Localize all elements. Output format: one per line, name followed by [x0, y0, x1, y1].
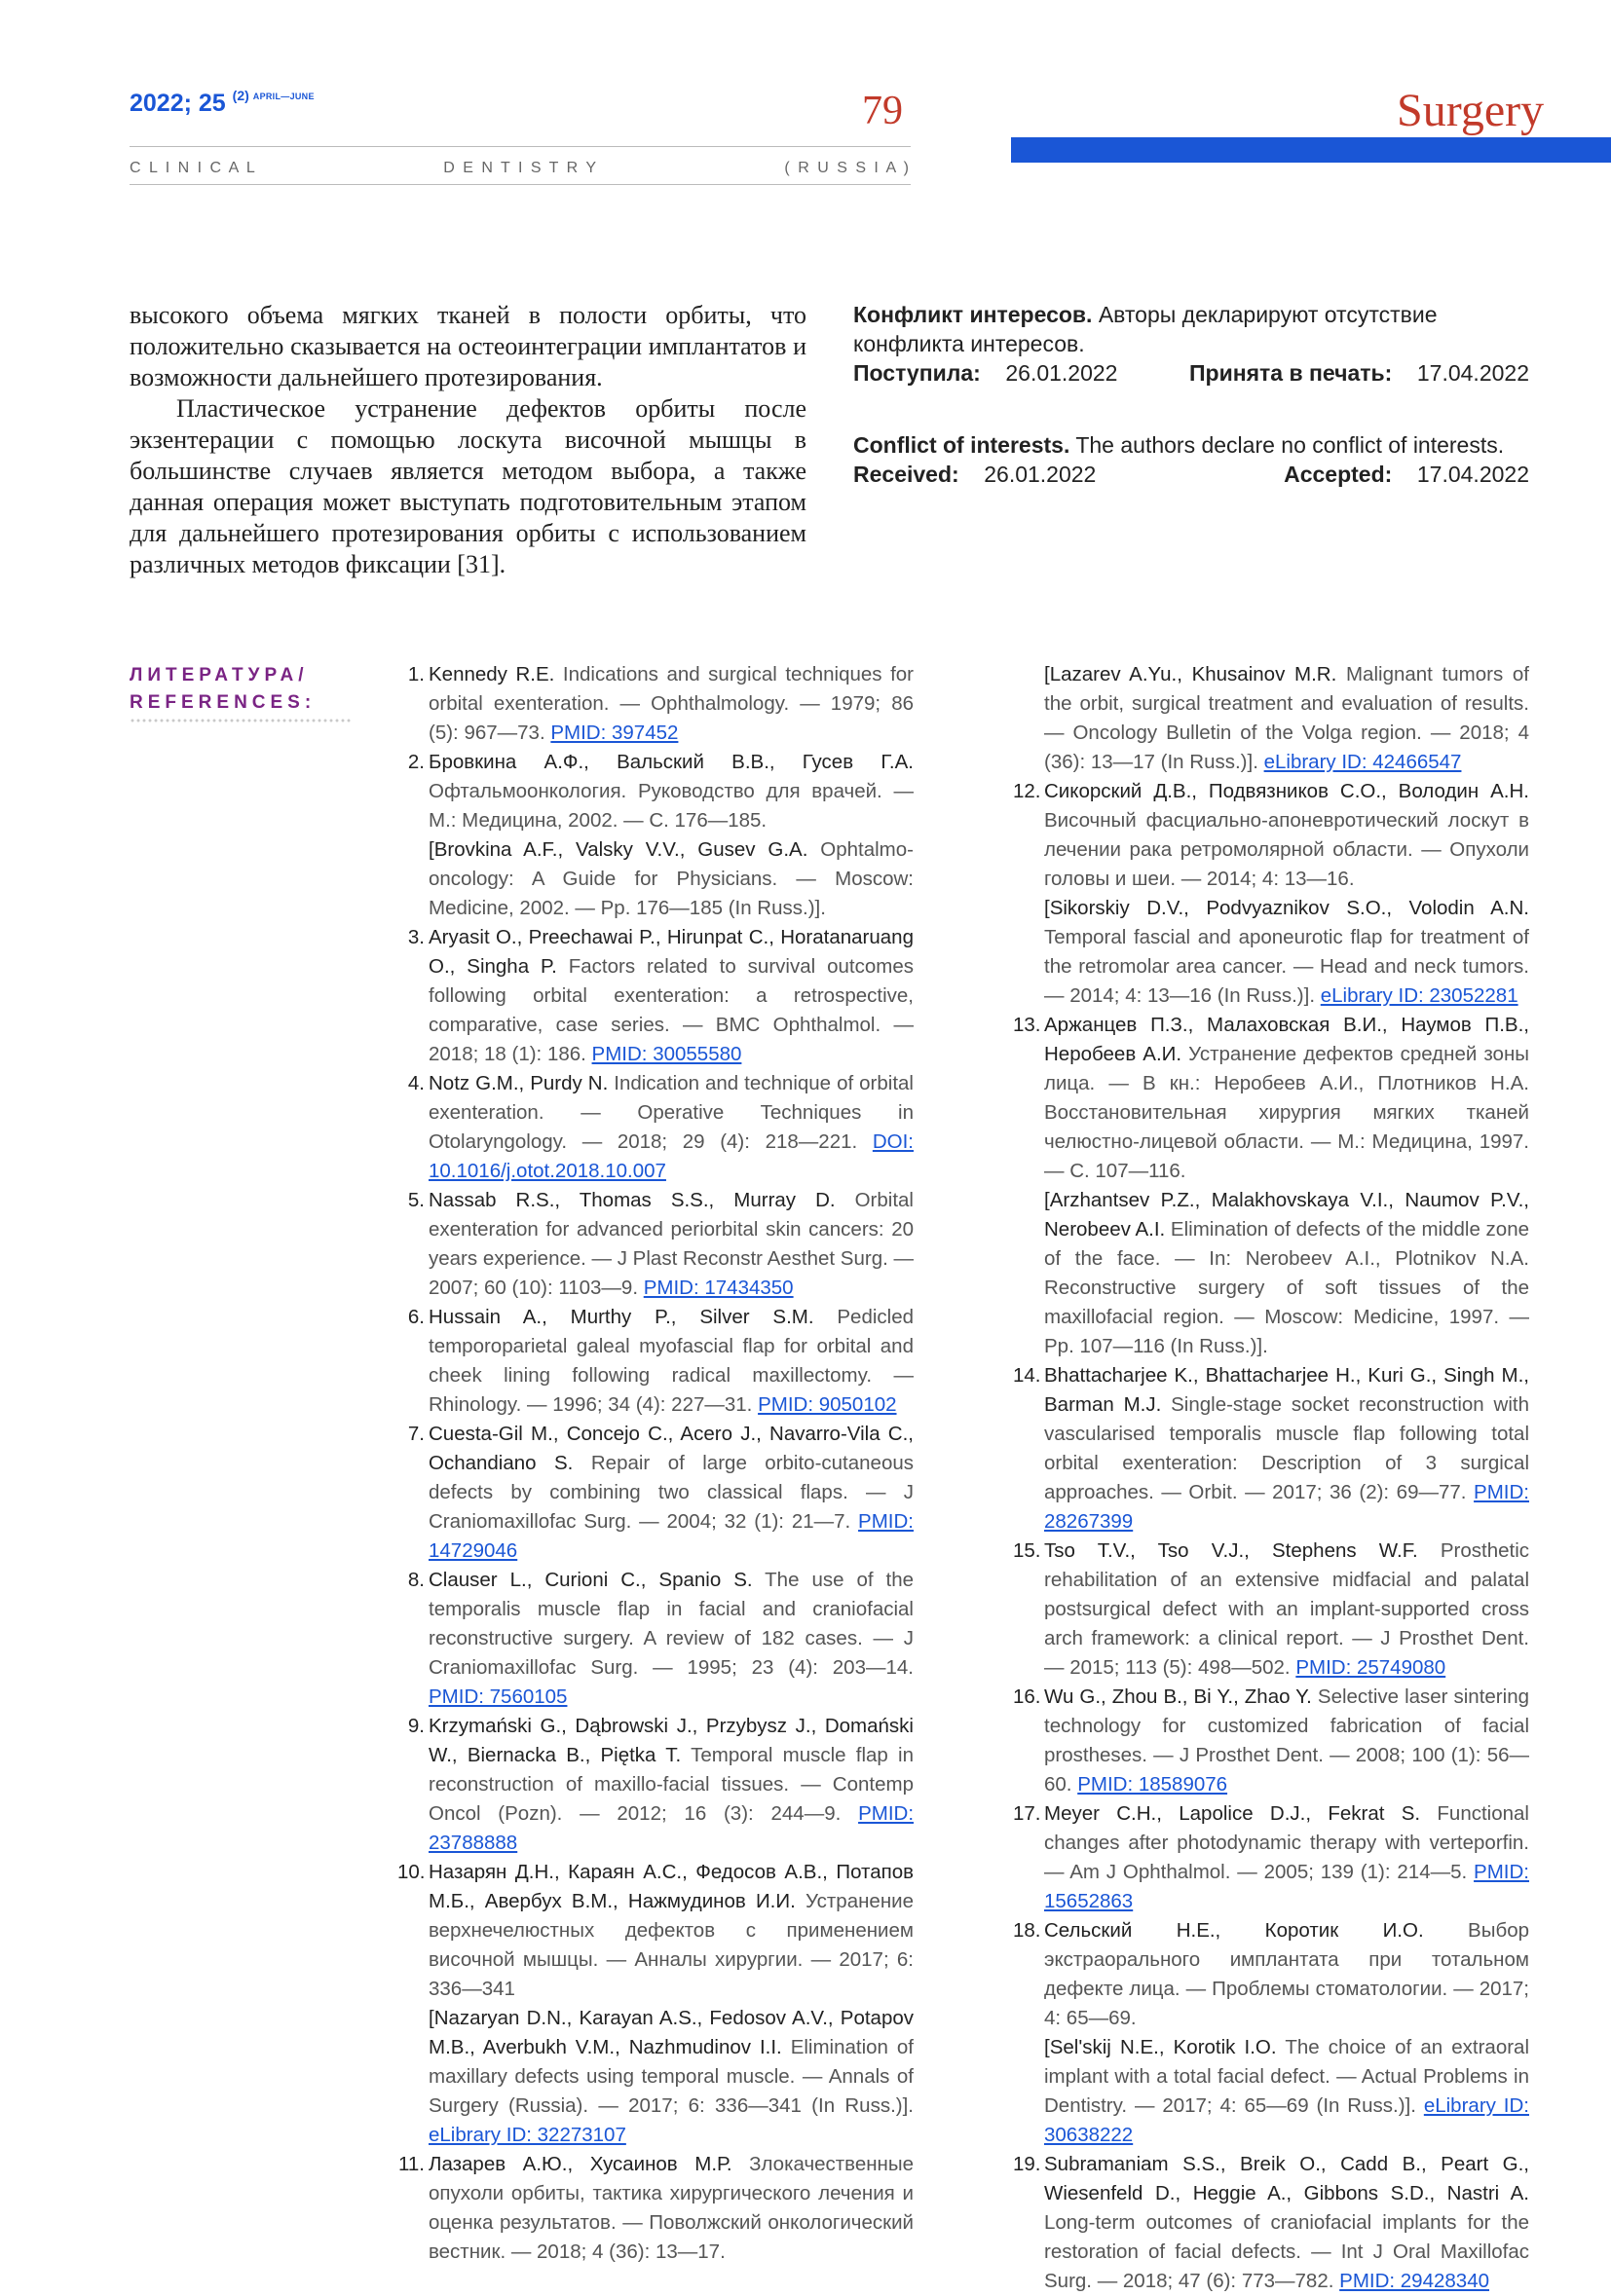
issue-info: [130, 90, 315, 118]
reference-text: Prosthetic rehabilitation of an extensive midfacial and palatal postsurgical defect with an implant-supported cross arch framework: a clinical report. — J Prosthet Dent. — 2015; 113 (5): 498—502.: [1044, 1539, 1530, 1679]
dates-ru: [853, 358, 1529, 388]
reference-translation-text: The choice of an extraoral implant with a total facial defect. — Actual Problems in Dentistry. — 2017; 4: 65—69 (In Russ.)].: [1044, 2036, 1529, 2117]
accepted-date-en: 17.04.2022: [1416, 462, 1529, 487]
references-column-1: [397, 660, 914, 2267]
conflict-en: [853, 430, 1529, 460]
reference-translation: [429, 835, 914, 923]
reference-number: 17.: [1013, 1802, 1041, 1825]
reference-text: Indication and technique of orbital exenteration. — Operative Techniques in Otolaryngology. — 2018; 29 (4): 218—221.: [429, 1072, 914, 1153]
issue-sup: (2): [232, 88, 249, 103]
article-info-ru: [853, 300, 1529, 388]
issue-number: 2022; 25: [130, 90, 226, 117]
reference-number: 4.: [407, 1072, 425, 1094]
reference-text: Устранение дефектов средней зоны лица. — В кн.: Неробеев А.И., Плотников Н.А. Восстановительная хирургия мягких тканей челюстно-лицевой области. — М.: Медицина, 1997. — С. 107—116.: [1044, 1043, 1530, 1182]
reference-link[interactable]: PMID: 17434350: [643, 1277, 794, 1299]
reference-text: Repair of large orbito-cutaneous defects by combining two classical flaps. — J Craniomaxillofac Surg. — 2004; 32 (1): 21—7.: [429, 1452, 915, 1533]
reference-item: [397, 1858, 914, 2150]
reference-number: 8.: [407, 1569, 425, 1591]
reference-text: Indications and surgical techniques for orbital exenteration. — Ophthalmology. — 1979; 86 (5): 967—73.: [429, 663, 914, 744]
reference-text: Malignant tumors of the orbit, surgical treatment and evaluation of results. — Oncology Bulletin of the Volga region. — 2018; 4 (36): 13—17 (In Russ.)].: [1044, 663, 1529, 773]
reference-text: Pedicled temporoparietal galeal myofascial flap for orbital and cheek lining following radical maxillectomy. — Rhinology. — 1996; 34 (4): 227—31.: [429, 1306, 915, 1416]
reference-text: Выбор экстраорального имплантата при тотальном дефекте лица. — Проблемы стоматологии. — 2017; 4: 65—69.: [1044, 1919, 1529, 2029]
reference-link[interactable]: PMID: 15652863: [1044, 1861, 1529, 1912]
dates-en: [853, 460, 1529, 489]
reference-item: [1013, 1683, 1529, 1799]
section-title: Surgery: [1397, 85, 1545, 136]
reference-authors: Subramaniam S.S., Breik O., Cadd B., Peart G., Wiesenfeld D., Heggie A., Gibbons S.D., Nastri A.: [1044, 2153, 1529, 2204]
accepted-date-ru: 17.04.2022: [1416, 360, 1529, 386]
article-info-en: [853, 430, 1529, 489]
issue-months: APRIL—JUNE: [252, 92, 315, 101]
reference-number: 19.: [1013, 2153, 1041, 2175]
reference-item: [397, 1566, 914, 1712]
reference-text: Orbital exenteration for advanced periorbital skin cancers: 20 years experience. — J Plast Reconstr Aesthet Surg. — 2007; 60 (10): 1103—9.: [429, 1189, 914, 1299]
reference-number: 1.: [407, 663, 425, 685]
journal-word-2: D E N T I S T R Y: [443, 160, 598, 176]
reference-authors: Clauser L., Curioni C., Spanio S.: [429, 1569, 753, 1591]
reference-authors: Бровкина А.Ф., Вальский В.В., Гусев Г.А.: [429, 751, 914, 773]
reference-translation-authors: [Sel'skij N.E., Korotik I.O.: [1044, 2036, 1277, 2058]
journal-word-1: C L I N I C A L: [130, 160, 257, 176]
conflict-text-en: The authors declare no conflict of interests.: [1075, 432, 1505, 458]
reference-number: 13.: [1013, 1014, 1041, 1036]
reference-text: Functional changes after photodynamic therapy with verteporfin. — Am J Ophthalmol. — 2005; 139 (1): 214—5.: [1044, 1802, 1529, 1883]
conflict-label-ru: Конфликт интересов.: [853, 302, 1093, 327]
reference-translation: [429, 2004, 914, 2150]
reference-authors: Krzymański G., Dąbrowski J., Przybysz J., Domański W., Biernacka B., Piętka T.: [429, 1715, 914, 1766]
reference-authors: Hussain A., Murthy P., Silver S.M.: [429, 1306, 814, 1328]
reference-item: [397, 1420, 914, 1566]
reference-number: 14.: [1013, 1364, 1041, 1387]
reference-translation: [1044, 1186, 1529, 1361]
reference-link[interactable]: PMID: 397452: [550, 722, 679, 744]
reference-authors: Лазарев А.Ю., Хусаинов М.Р.: [429, 2153, 732, 2175]
reference-item: [1013, 777, 1529, 1011]
reference-item: [397, 923, 914, 1069]
reference-authors: Аржанцев П.З., Малаховская В.И., Наумов П.В., Неробеев А.И.: [1044, 1014, 1529, 1065]
reference-authors: Nassab R.S., Thomas S.S., Murray D.: [429, 1189, 836, 1211]
reference-number: 10.: [397, 1861, 426, 1883]
references-heading-dots: [130, 719, 352, 722]
reference-item: [397, 1069, 914, 1186]
reference-link[interactable]: PMID: 25749080: [1295, 1656, 1446, 1679]
reference-authors: Bhattacharjee K., Bhattacharjee H., Kuri G., Singh M., Barman M.J.: [1044, 1364, 1529, 1416]
received-date-ru: 26.01.2022: [1005, 360, 1118, 386]
reference-item: [397, 1712, 914, 1858]
reference-item: [1013, 1799, 1529, 1916]
reference-text: Офтальмоонкология. Руководство для врачей. — М.: Медицина, 2002. — С. 176—185.: [429, 780, 914, 832]
reference-item: [1013, 660, 1529, 777]
reference-link[interactable]: PMID: 28267399: [1044, 1481, 1529, 1533]
reference-authors: Meyer C.H., Lapolice D.J., Fekrat S.: [1044, 1802, 1421, 1825]
reference-link[interactable]: PMID: 29428340: [1339, 2270, 1489, 2292]
reference-translation-text: Elimination of maxillary defects using temporal muscle. — Annals of Surgery (Russia). — 2017; 6: 336—341 (In Russ.)].: [429, 2036, 914, 2117]
reference-link[interactable]: eLibrary ID: 42466547: [1263, 751, 1462, 773]
reference-number: 2.: [407, 751, 425, 773]
reference-item: [1013, 2150, 1529, 2296]
reference-translation-text: Temporal fascial and aponeurotic flap for treatment of the retromolar area cancer. — Head and neck tumors. — 2014; 4: 13—16 (In Russ.)].: [1044, 926, 1529, 1007]
reference-number: 3.: [407, 926, 425, 948]
reference-authors: Notz G.M., Purdy N.: [429, 1072, 609, 1094]
reference-number: 16.: [1013, 1685, 1041, 1708]
body-paragraph-1: высокого объема мягких тканей в полости орбиты, что положительно сказывается на остеоинтеграции имплантатов и возможности дальнейшего протезирования.: [130, 301, 806, 391]
reference-item: [1013, 1537, 1529, 1683]
page-number: 79: [862, 89, 903, 133]
conflict-ru: [853, 300, 1529, 358]
reference-item: [1013, 1916, 1529, 2150]
reference-translation-text: Elimination of defects of the middle zone of the face. — In: Nerobeev A.I., Plotnikov N.A. Reconstructive surgery of soft tissues of the maxillofacial region. — Moscow: Medicine, 1997. — Pp. 107—116 (In Russ.)].: [1044, 1218, 1529, 1357]
reference-link[interactable]: PMID: 14729046: [429, 1510, 914, 1562]
reference-link[interactable]: PMID: 23788888: [429, 1802, 915, 1854]
journal-word-3: ( R U S S I A ): [784, 160, 911, 176]
references-heading-en: REFERENCES:: [130, 692, 317, 713]
reference-text: Factors related to survival outcomes following orbital exenteration: a retrospective, comparative, case series. — BMC Ophthalmol. — 2018; 18 (1): 186.: [429, 955, 914, 1065]
reference-number: 18.: [1013, 1919, 1041, 1942]
reference-translation-authors: [Arzhantsev P.Z., Malakhovskaya V.I., Naumov P.V., Nerobeev A.I.: [1044, 1189, 1529, 1241]
reference-translation-link[interactable]: eLibrary ID: 30638222: [1044, 2094, 1529, 2146]
header-rule-bottom: [130, 184, 911, 185]
reference-text: Single-stage socket reconstruction with vascularised temporalis muscle flap following total orbital exenteration: Description of 3 surgical approaches. — Orbit. — 2017; 36 (2): 69—77.: [1044, 1393, 1529, 1503]
body-text: [130, 300, 806, 580]
reference-item: [397, 1186, 914, 1303]
body-paragraph-2: Пластическое устранение дефектов орбиты после экзентерации с помощью лоскута височной мышцы в большинстве случаев является методом выбора, а также данная операция может выступать подготовительным этапом для дальнейшего протезирования орбиты с использованием различных методов фиксации [31].: [130, 394, 806, 578]
reference-translation-link[interactable]: eLibrary ID: 23052281: [1320, 984, 1518, 1007]
reference-item: [397, 2150, 914, 2267]
reference-translation-link[interactable]: eLibrary ID: 32273107: [429, 2124, 626, 2146]
reference-item: [397, 660, 914, 748]
reference-text: Selective laser sintering technology for customized fabrication of facial prostheses. — J Prosthet Dent. — 2008; 100 (1): 56—60.: [1044, 1685, 1529, 1796]
reference-authors: Сикорский Д.В., Подвязников С.О., Володин А.Н.: [1044, 780, 1529, 802]
reference-translation: [1044, 2033, 1529, 2150]
reference-text: Устранение верхнечелюстных дефектов с применением височной мышцы. — Анналы хирургии. — 2017; 6: 336—341: [429, 1890, 914, 2000]
reference-link[interactable]: DOI: 10.1016/j.otot.2018.10.007: [429, 1130, 914, 1182]
reference-number: 12.: [1013, 780, 1041, 802]
reference-number: 7.: [407, 1423, 425, 1445]
accepted-label-ru: Принята в печать:: [1188, 360, 1393, 386]
reference-translation-authors: [Sikorskiy D.V., Podvyaznikov S.O., Volodin A.N.: [1044, 897, 1529, 919]
reference-authors: [Lazarev A.Yu., Khusainov M.R.: [1044, 663, 1337, 685]
reference-text: Temporal muscle flap in reconstruction of maxillo-facial tissues. — Contemp Oncol (Pozn). — 2012; 16 (3): 244—9.: [429, 1744, 915, 1825]
reference-text: The use of the temporalis muscle flap in facial and craniofacial reconstructive surgery. A review of 182 cases. — J Craniomaxillofac Surg. — 1995; 23 (4): 203—14.: [429, 1569, 915, 1679]
reference-text: Злокачественные опухоли орбиты, тактика хирургического лечения и оценка результатов. — Поволжский онкологический вестник. — 2018; 4 (36): 13—17.: [429, 2153, 914, 2263]
reference-text: Long-term outcomes of craniofacial implants for the restoration of facial defects. — Int J Oral Maxillofac Surg. — 2018; 47 (6): 773—782.: [1044, 2211, 1529, 2292]
reference-item: [397, 748, 914, 923]
journal-name: [130, 160, 911, 177]
reference-number: 15.: [1013, 1539, 1041, 1562]
reference-item: [1013, 1011, 1529, 1361]
reference-number: 6.: [407, 1306, 425, 1328]
header-rule-top: [130, 146, 911, 147]
received-label-ru: Поступила:: [853, 360, 981, 386]
accepted-label-en: Accepted:: [1284, 462, 1393, 487]
reference-item: [397, 1303, 914, 1420]
reference-number: 11.: [398, 2153, 425, 2175]
reference-authors: Wu G., Zhou B., Bi Y., Zhao Y.: [1044, 1685, 1312, 1708]
references-column-2: [1013, 660, 1529, 2296]
reference-number: 5.: [407, 1189, 425, 1211]
reference-number: 9.: [407, 1715, 425, 1737]
conflict-text-ru: Авторы декларируют отсутствие конфликта интересов.: [853, 302, 1438, 356]
reference-authors: Tso T.V., Tso V.J., Stephens W.F.: [1044, 1539, 1418, 1562]
reference-text: Височный фасциально-апоневротический лоскут в лечении рака ретромолярной области. — Опухоли головы и шеи. — 2014; 4: 13—16.: [1044, 809, 1529, 890]
reference-authors: Kennedy R.E.: [429, 663, 555, 685]
conflict-label-en: Conflict of interests.: [853, 432, 1070, 458]
reference-authors: Назарян Д.Н., Караян А.С., Федосов А.В., Потапов М.Б., Авербух В.М., Нажмудинов И.И.: [429, 1861, 914, 1912]
reference-link[interactable]: PMID: 7560105: [429, 1685, 568, 1708]
reference-authors: Cuesta-Gil M., Concejo C., Acero J., Navarro-Vila C., Ochandiano S.: [429, 1423, 914, 1474]
section-bar: [1011, 137, 1611, 163]
reference-link[interactable]: PMID: 30055580: [591, 1043, 742, 1065]
reference-link[interactable]: PMID: 9050102: [758, 1393, 897, 1416]
reference-translation-authors: [Brovkina A.F., Valsky V.V., Gusev G.A.: [429, 838, 808, 861]
references-heading: [130, 662, 316, 717]
reference-translation: [1044, 894, 1529, 1011]
reference-link[interactable]: PMID: 18589076: [1077, 1773, 1228, 1796]
reference-item: [1013, 1361, 1529, 1537]
reference-authors: Сельский Н.Е., Коротик И.О.: [1044, 1919, 1424, 1942]
reference-translation-text: Ophtalmo-oncology: A Guide for Physicians. — Moscow: Medicine, 2002. — Pp. 176—185 (In Russ.)].: [429, 838, 914, 919]
reference-translation-authors: [Nazaryan D.N., Karayan A.S., Fedosov A.V., Potapov M.B., Averbukh V.M., Nazhmudinov I.I.: [429, 2007, 914, 2058]
reference-authors: Aryasit O., Preechawai P., Hirunpat C., Horatanaruang O., Singha P.: [429, 926, 914, 978]
received-label-en: Received:: [853, 462, 959, 487]
references-heading-ru: ЛИТЕРАТУРА/: [130, 665, 309, 685]
received-date-en: 26.01.2022: [984, 462, 1097, 487]
